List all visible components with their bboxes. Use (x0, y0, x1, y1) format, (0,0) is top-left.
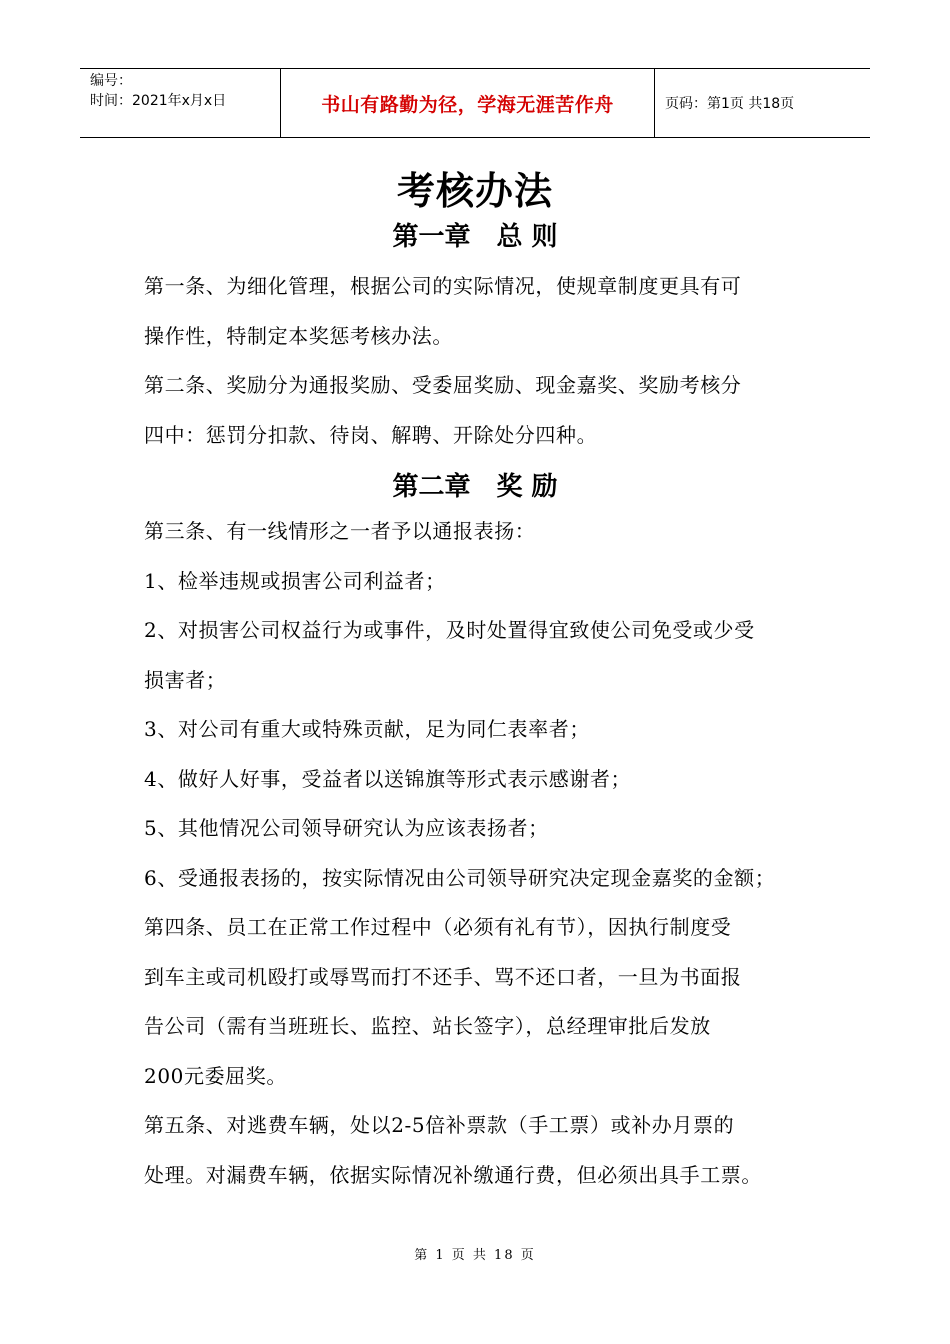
paragraph-line: 告公司（需有当班班长、监控、站长签字），总经理审批后发放 (144, 1014, 711, 1038)
list-item: 4、做好人好事，受益者以送锦旗等形式表示感谢者； (144, 766, 632, 791)
paragraph-line: 损害者； (144, 667, 227, 692)
header-motto: 书山有路勤为径，学海无涯苦作舟 (280, 69, 655, 137)
document-date: 时间：2021年x月x日 (90, 93, 227, 109)
list-item: 2、对损害公司权益行为或事件，及时处置得宜致使公司免受或少受 (144, 618, 755, 642)
paragraph-line: 第三条、有一线情形之一者予以通报表扬： (144, 519, 536, 543)
header-page-info: 页码：第1页 共18页 (665, 96, 795, 112)
paragraph-line: 四中：惩罚分扣款、待岗、解聘、开除处分四种。 (144, 422, 598, 447)
paragraph-line: 第二条、奖励分为通报奖励、受委屈奖励、现金嘉奖、奖励考核分 (144, 373, 742, 397)
document-body (144, 262, 814, 1200)
list-item: 5、其他情况公司领导研究认为应该表扬者； (144, 816, 549, 840)
paragraph-line: 到车主或司机殴打或辱骂而打不还手、骂不还口者，一旦为书面报 (144, 964, 742, 989)
list-item: 1、检举违规或损害公司利益者； (144, 568, 446, 593)
paragraph-line: 第五条、对逃费车辆，处以2-5倍补票款（手工票）或补办月票的 (144, 1113, 735, 1137)
page-footer: 第 1 页 共 18 页 (414, 1248, 536, 1263)
chapter-heading-2: 第二章 奖 励 (392, 472, 558, 502)
list-item: 3、对公司有重大或特殊贡献，足为同仁表率者； (144, 717, 590, 741)
document-title: 考核办法 (396, 168, 553, 213)
list-item: 6、受通报表扬的，按实际情况由公司领导研究决定现金嘉奖的金额； (144, 865, 776, 890)
paragraph-line: 操作性，特制定本奖惩考核办法。 (144, 323, 453, 348)
paragraph-line: 第四条、员工在正常工作过程中（必须有礼有节），因执行制度受 (144, 915, 732, 939)
chapter-heading-1: 第一章 总 则 (392, 222, 558, 252)
header-meta (80, 69, 280, 137)
document-header (80, 68, 870, 138)
paragraph-line: 第一条、为细化管理，根据公司的实际情况，使规章制度更具有可 (144, 274, 742, 298)
document-number-label: 编号： (90, 73, 132, 89)
paragraph-line: 处理。对漏费车辆，依据实际情况补缴通行费，但必须出具手工票。 (144, 1162, 762, 1187)
paragraph-line: 200元委屈奖。 (144, 1063, 287, 1088)
